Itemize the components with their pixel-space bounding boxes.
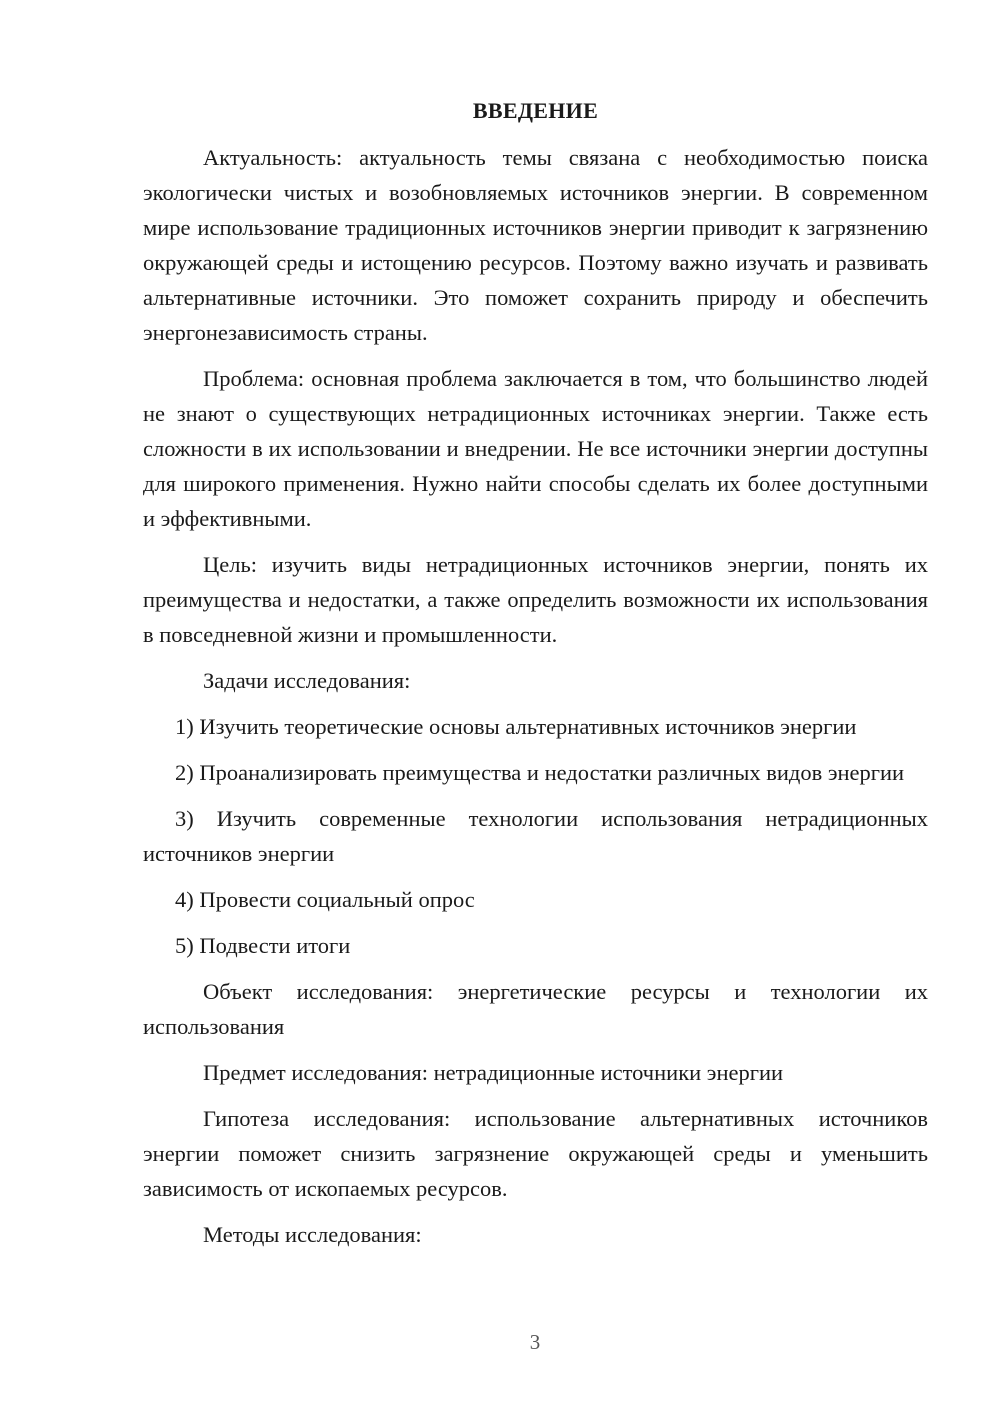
page-content bbox=[143, 94, 928, 1263]
paragraph-methods: Методы исследования: bbox=[203, 1222, 422, 1247]
task-item-2: 2) Проанализировать преимущества и недостатки различных видов энергии bbox=[175, 760, 905, 785]
paragraph-hypothesis: Гипотеза исследования: использование альтернативных источников энергии поможет снизить загрязнение окружающей среды и уменьшить зависимость от ископаемых ресурсов. bbox=[143, 1106, 928, 1201]
task-item-5: 5) Подвести итоги bbox=[175, 933, 351, 958]
page-number: 3 bbox=[529, 1330, 541, 1354]
task-item-3: 3) Изучить современные технологии использования нетрадиционных источников энергии bbox=[143, 806, 928, 866]
paragraph-goal: Цель: изучить виды нетрадиционных источников энергии, понять их преимущества и недостатки, а также определить возможности их использования в повседневной жизни и промышленности. bbox=[143, 552, 928, 647]
paragraph-tasks-heading: Задачи исследования: bbox=[203, 668, 411, 693]
section-title: ВВЕДЕНИЕ bbox=[472, 98, 599, 123]
paragraph-object: Объект исследования: энергетические ресурсы и технологии их использования bbox=[143, 979, 928, 1039]
paragraph-relevance: Актуальность: актуальность темы связана с необходимостью поиска экологически чистых и возобновляемых источников энергии. В современном мире использование традиционных источников энергии приводит к загрязнению окружающей среды и истощению ресурсов. Поэтому важно изучать и развивать альтернативные источники. Это поможет сохранить природу и обеспечить энергонезависимость страны. bbox=[143, 145, 928, 345]
task-item-1: 1) Изучить теоретические основы альтернативных источников энергии bbox=[175, 714, 857, 739]
paragraph-subject: Предмет исследования: нетрадиционные источники энергии bbox=[203, 1060, 784, 1085]
paragraph-problem: Проблема: основная проблема заключается в том, что большинство людей не знают о существующих нетрадиционных источниках энергии. Также есть сложности в их использовании и внедрении. Не все источники энергии доступны для широкого применения. Нужно найти способы сделать их более доступными и эффективными. bbox=[143, 366, 928, 531]
task-item-4: 4) Провести социальный опрос bbox=[175, 887, 475, 912]
